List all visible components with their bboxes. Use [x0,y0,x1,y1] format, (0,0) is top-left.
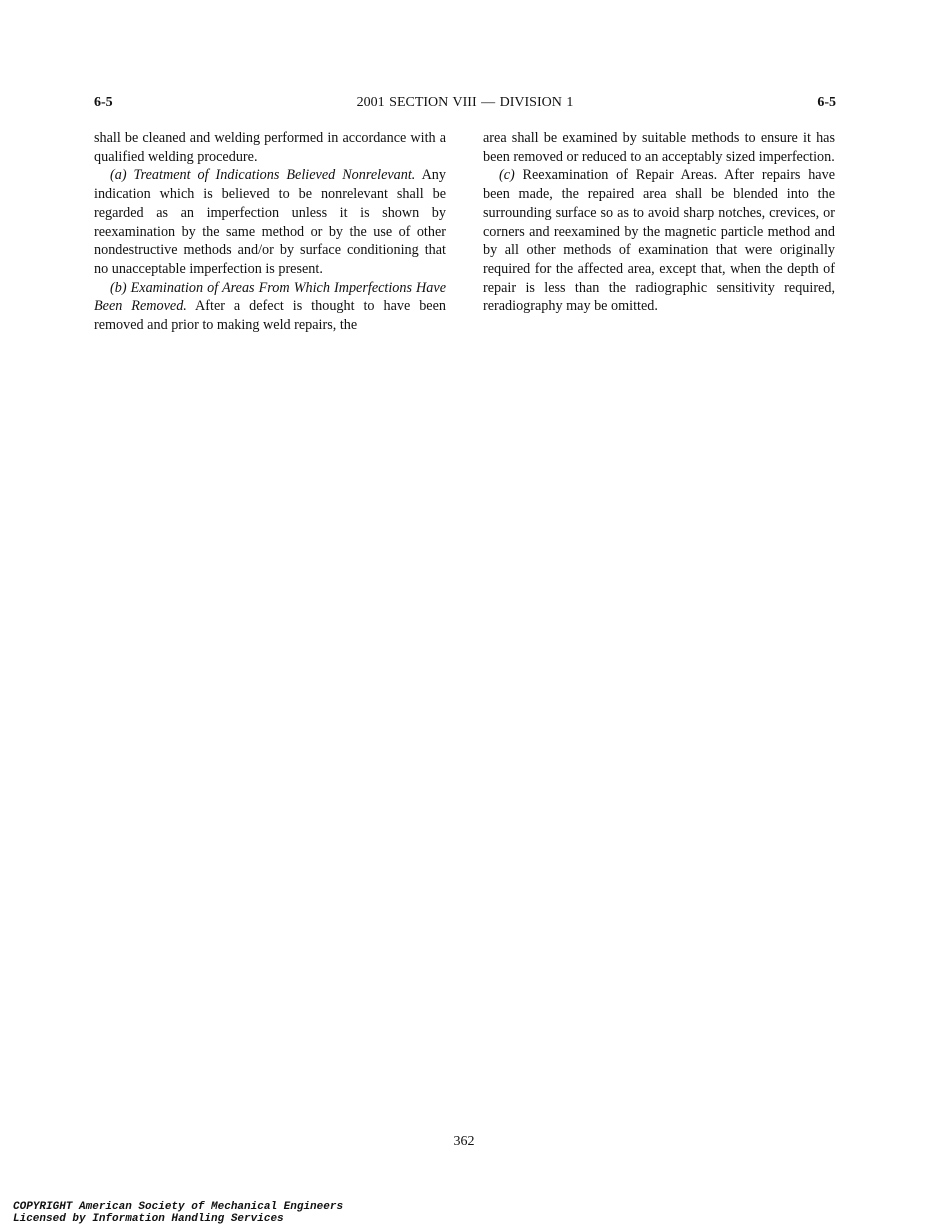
paragraph-c [483,166,835,316]
running-head [94,93,836,113]
left-column [94,129,446,335]
paragraph-b [94,279,446,335]
paragraph-b-body: After a defect is thought to have been removed and prior to making weld repairs, the [94,298,446,334]
paragraph-a-heading: (a) Treatment of Indications Believed Nonrelevant. [110,167,416,184]
copyright-line-2: Licensed by Information Handling Services [13,1213,284,1225]
paragraph-a-body: Any indication which is believed to be nonrelevant shall be regarded as an imperfection unless it is shown by reexamination by the same method or by the use of other nondestructive methods and/or by surface conditioning that no unacceptable imperfection is present. [94,167,446,277]
paragraph-b-heading: (b) Examination of Areas From Which Imperfections Have Been Removed. [94,279,446,315]
copyright-notice [13,1201,343,1225]
copyright-line-1: COPYRIGHT American Society of Mechanical Engineers [13,1201,344,1213]
paragraph-c-body: Reexamination of Repair Areas. After repairs have been made, the repaired area shall be blended into the surrounding surface so as to avoid sharp notches, crevices, or corners and reexamined by the magnetic particle method and by all other methods of examination that were originally required for the affected area, except that, when the depth of repair is less than the radiographic sensitivity required, reradiography may be omitted. [483,167,835,315]
right-column [483,129,835,316]
section-number-right: 6-5 [817,95,836,110]
paragraph-a [94,166,446,278]
paragraph-c-heading: (c) [499,167,515,184]
paragraph-text: area shall be examined by suitable methods to ensure it has been removed or reduced to an acceptably sized imperfection. [483,130,835,165]
page-number: 362 [453,1134,475,1149]
paragraph-b-continuation [483,129,835,166]
paragraph-text: shall be cleaned and welding performed in accordance with a qualified welding procedure. [94,130,446,165]
paragraph-continuation [94,129,446,166]
section-number-left: 6-5 [94,95,113,110]
running-head-title: 2001 SECTION VIII — DIVISION 1 [356,95,574,110]
